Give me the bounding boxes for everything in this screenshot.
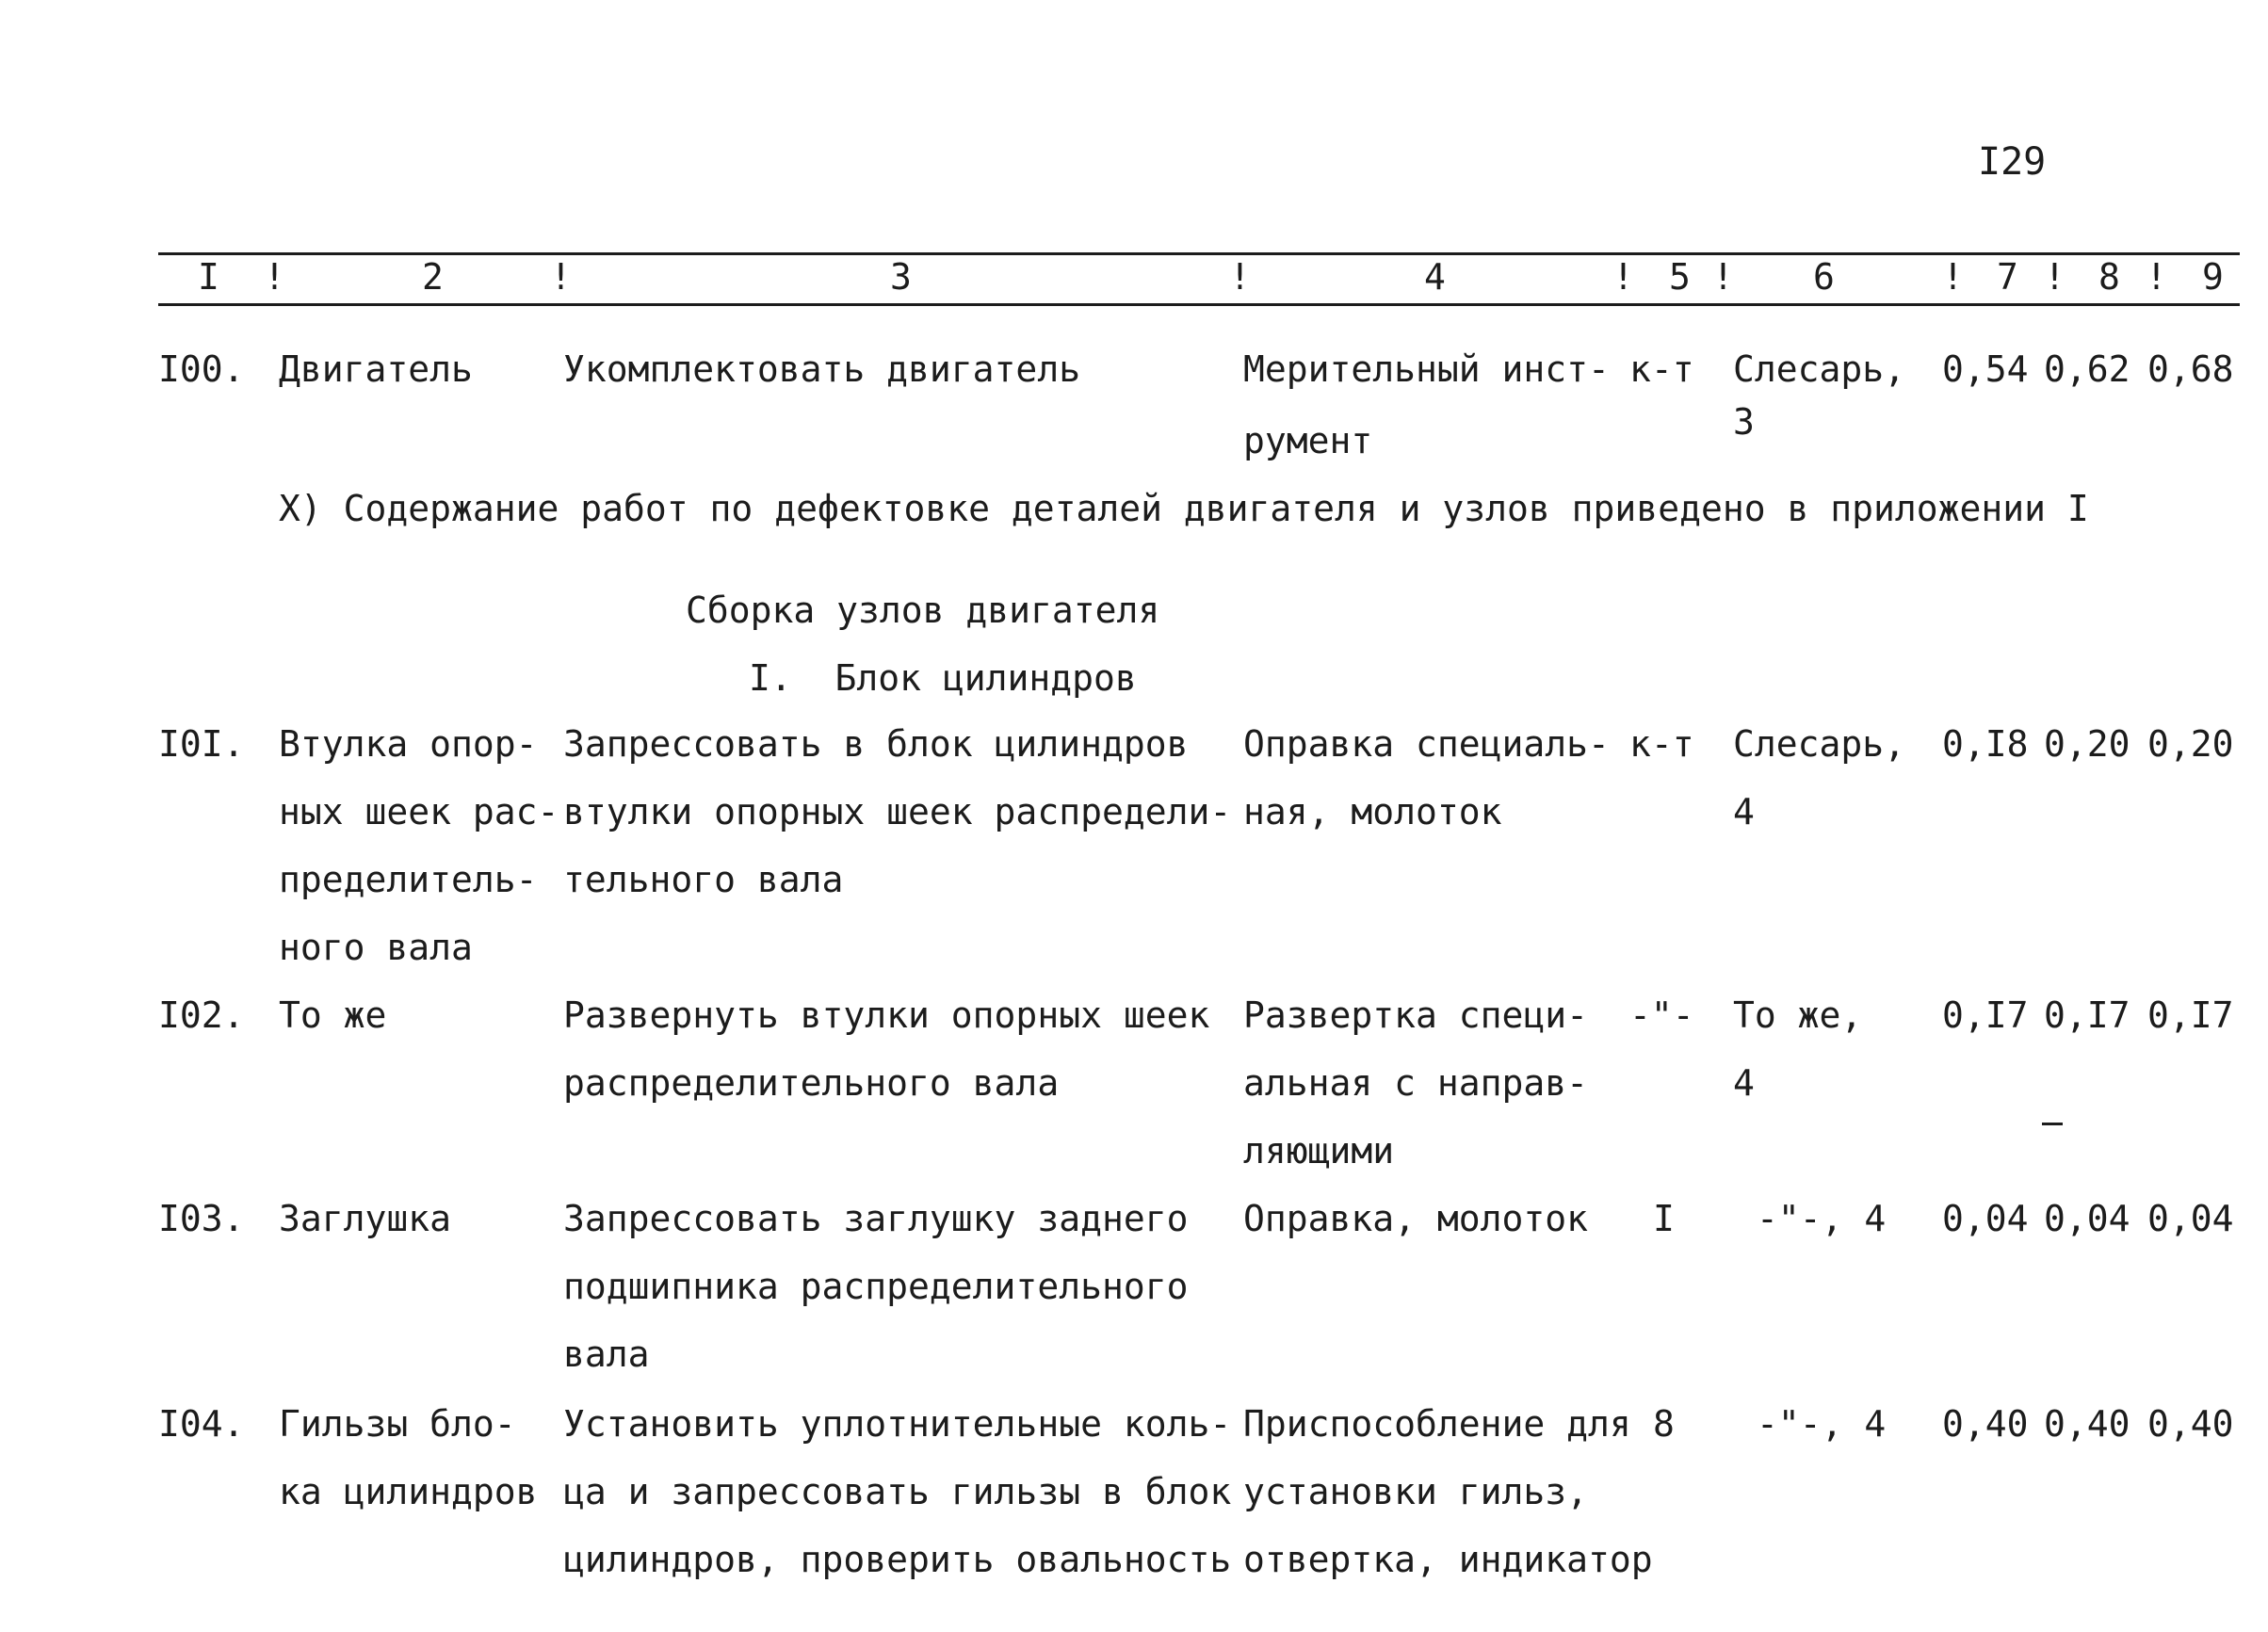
subsection-title: I. Блок цилиндров [749,657,1137,699]
time-value-7: 0,I8 [1942,723,2029,765]
column-separator: ! [2044,256,2066,298]
operation-text: Запрессовать заглушку заднего [563,1198,1189,1239]
time-value-8: 0,04 [2044,1198,2130,1239]
stray-mark [2042,1123,2063,1125]
tool-text: альная с направ- [1243,1062,1589,1104]
tool-text: румент [1243,420,1373,461]
operation-text: Укомплектовать двигатель [563,348,1081,390]
time-value-8: 0,I7 [2044,994,2130,1036]
unit-value: к-т [1629,348,1694,390]
operation-text: тельного вала [563,859,844,900]
part-name: Заглушка [279,1198,452,1239]
operation-text: вала [563,1333,650,1375]
time-value-9: 0,68 [2147,348,2234,390]
column-header-9: 9 [2202,256,2224,298]
column-header-1: I [198,256,219,298]
time-value-7: 0,40 [1942,1403,2029,1445]
operation-text: втулки опорных шеек распредели- [563,791,1232,832]
worker-text: 4 [1733,1062,1755,1104]
time-value-8: 0,40 [2044,1403,2130,1445]
column-separator: ! [1942,256,1964,298]
tool-text: Оправка специаль- [1243,723,1610,765]
column-header-2: 2 [422,256,444,298]
part-name: ка цилиндров [279,1471,538,1512]
part-name: пределитель- [279,859,538,900]
column-separator: ! [1712,256,1734,298]
operation-text: цилиндров, проверить овальность [563,1539,1232,1580]
column-separator: ! [1612,256,1634,298]
part-name: ного вала [279,927,473,968]
column-separator: ! [1229,256,1251,298]
operation-text: Установить уплотнительные коль- [563,1403,1232,1445]
column-separator: ! [264,256,285,298]
worker-text: -"-, 4 [1757,1403,1887,1445]
row-number: I02. [158,994,245,1036]
column-header-6: 6 [1813,256,1835,298]
operation-text: подшипника распределительного [563,1266,1189,1307]
worker-text: 3 [1733,401,1755,443]
operation-text: распределительного вала [563,1062,1060,1104]
column-separator: ! [2146,256,2167,298]
part-name: Двигатель [279,348,473,390]
worker-text: 4 [1733,791,1755,832]
operation-text: Развернуть втулки опорных шеек [563,994,1210,1036]
tool-text: Приспособление для [1243,1403,1631,1445]
operation-text: ца и запрессовать гильзы в блок [563,1471,1232,1512]
footnote: X) Содержание работ по дефектовке деталей двигателя и узлов приведено в приложении I [279,488,2089,529]
header-bottom-rule [158,303,2240,306]
tool-text: ная, молоток [1243,791,1502,832]
time-value-9: 0,40 [2147,1403,2234,1445]
section-title: Сборка узлов двигателя [686,590,1160,631]
tool-text: ляющими [1243,1130,1395,1171]
worker-text: То же, [1733,994,1863,1036]
column-header-8: 8 [2098,256,2120,298]
column-separator: ! [550,256,572,298]
column-header-5: 5 [1669,256,1691,298]
row-number: I03. [158,1198,245,1239]
worker-text: Слесарь, [1733,348,1906,390]
time-value-7: 0,I7 [1942,994,2029,1036]
column-header-4: 4 [1424,256,1446,298]
time-value-9: 0,I7 [2147,994,2234,1036]
header-top-rule [158,252,2240,255]
operation-text: Запрессовать в блок цилиндров [563,723,1189,765]
row-number: I0I. [158,723,245,765]
time-value-8: 0,20 [2044,723,2130,765]
part-name: Гильзы бло- [279,1403,516,1445]
time-value-7: 0,04 [1942,1198,2029,1239]
unit-value: к-т [1629,723,1694,765]
part-name: То же [279,994,387,1036]
tool-text: отвертка, индикатор [1243,1539,1653,1580]
unit-value: 8 [1653,1403,1675,1445]
worker-text: -"-, 4 [1757,1198,1887,1239]
row-number: I00. [158,348,245,390]
time-value-8: 0,62 [2044,348,2130,390]
row-number: I04. [158,1403,245,1445]
tool-text: Развертка специ- [1243,994,1589,1036]
part-name: ных шеек рас- [279,791,559,832]
column-header-3: 3 [890,256,912,298]
tool-text: Оправка, молоток [1243,1198,1589,1239]
unit-value: I [1653,1198,1675,1239]
page-number: I29 [1978,140,2047,184]
column-header-7: 7 [1997,256,2018,298]
time-value-9: 0,20 [2147,723,2234,765]
time-value-7: 0,54 [1942,348,2029,390]
part-name: Втулка опор- [279,723,538,765]
unit-value: -"- [1629,994,1694,1036]
tool-text: Мерительный инст- [1243,348,1610,390]
tool-text: установки гильз, [1243,1471,1589,1512]
worker-text: Слесарь, [1733,723,1906,765]
time-value-9: 0,04 [2147,1198,2234,1239]
